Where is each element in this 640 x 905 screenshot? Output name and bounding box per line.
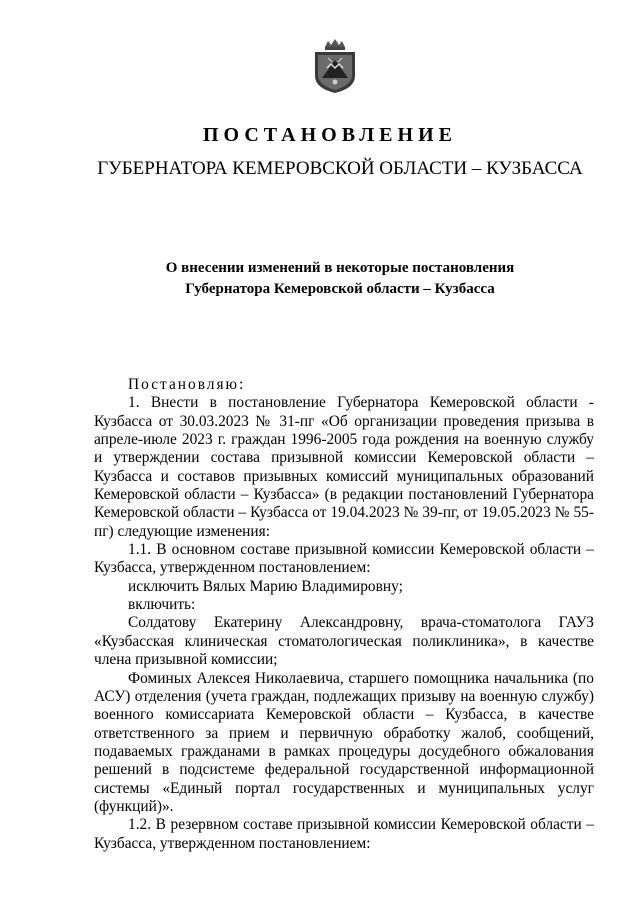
paragraph-1-1: 1.1. В основном составе призывной комиссии Кемеровской области – Кузбасса, утвержденном постановлением: — [94, 541, 594, 577]
person-1-paragraph: Солдатову Екатерину Александровну, врача-стоматолога ГАУЗ «Кузбасская клиническая стоматологическая поликлиника», в качестве члена призывной комиссии; — [94, 614, 594, 669]
document-body — [94, 376, 594, 853]
exclude-paragraph: исключить Вялых Марию Владимировну; — [128, 577, 403, 595]
document-title: ПОСТАНОВЛЕНИЕ — [203, 124, 457, 146]
paragraph-1-2: 1.2. В резервном составе призывной комиссии Кемеровской области – Кузбасса, утвержденном постановлением: — [94, 816, 594, 852]
subject-line-1: О внесении изменений в некоторые постановления — [165, 260, 515, 276]
coat-of-arms-icon — [312, 38, 358, 94]
document-subject — [0, 258, 640, 300]
paragraph-1: 1. Внести в постановление Губернатора Кемеровской области - Кузбасса от 30.03.2023 № 31-пг «Об организации проведения призыва в апреле-июле 2023 г. граждан 1996-2005 года рождения на военную службу и утверждении состава призывной комиссии Кемеровской области – Кузбасса и составов призывных комиссий муниципальных образований Кемеровской области – Кузбасса» (в редакции постановлений Губернатора Кемеровской области – Кузбасса от 19.04.2023 № 39-пг, от 19.05.2023 № 55-пг) следующие изменения: — [94, 394, 594, 540]
issuing-authority: ГУБЕРНАТОРА КЕМЕРОВСКОЙ ОБЛАСТИ – КУЗБАССА — [97, 158, 583, 179]
person-2-paragraph: Фоминых Алексея Николаевича, старшего помощника начальника (по АСУ) отделения (учета граждан, подлежащих призыву на военную службу) военного комиссариата Кемеровской области – Кузбасса, в качестве ответственного за прием и первичную обработку жалоб, сообщений, подаваемых гражданами в рамках процедуры досудебного обжалования решений в подсистеме федеральной государственной информационной системы «Единый портал государственных и муниципальных услуг (функций)». — [94, 669, 594, 815]
subject-line-2: Губернатора Кемеровской области – Кузбасса — [185, 281, 495, 297]
intro-paragraph: Постановляю: — [128, 376, 246, 393]
include-paragraph: включить: — [128, 596, 196, 614]
